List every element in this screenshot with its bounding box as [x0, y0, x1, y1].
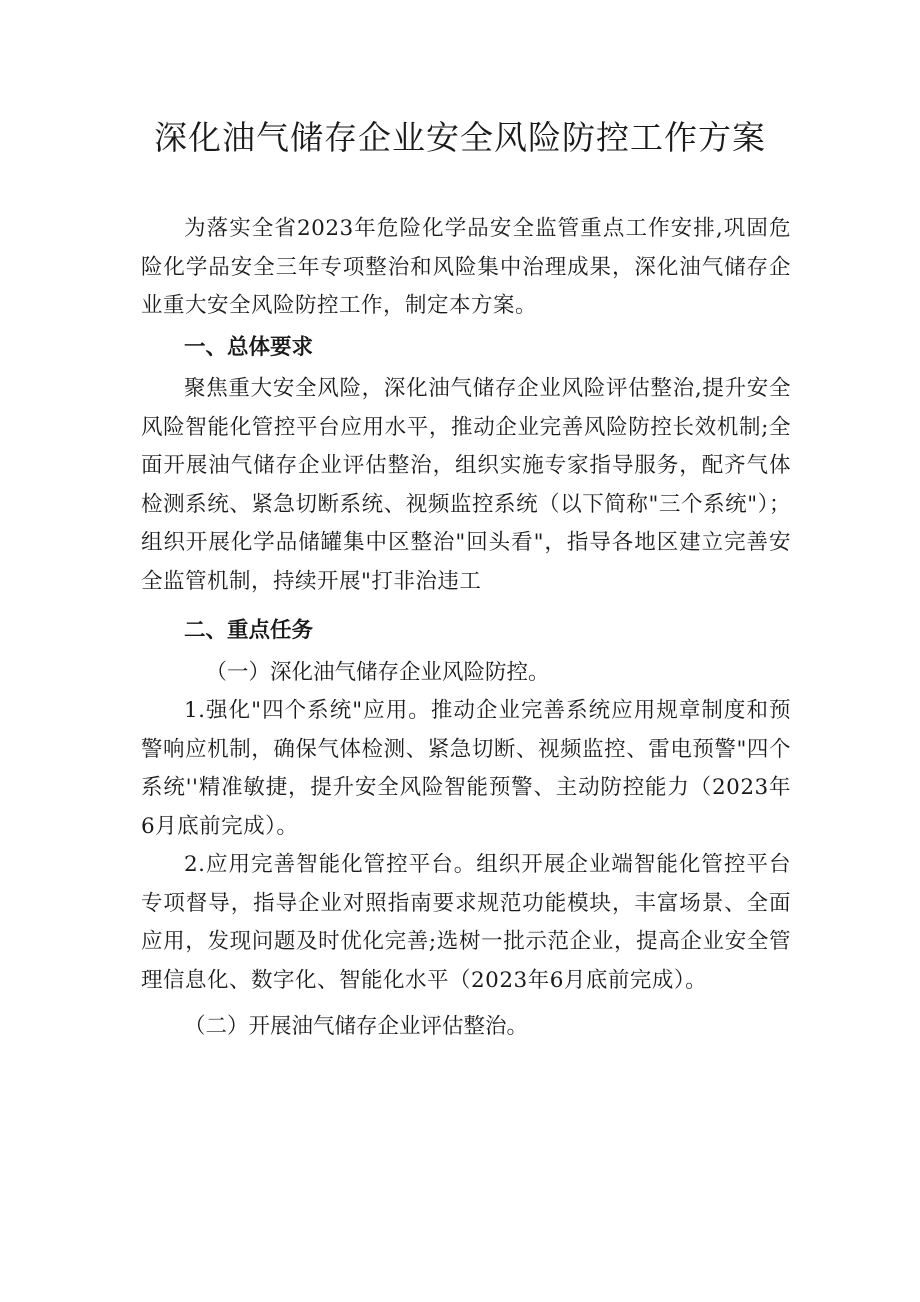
section-heading-key-tasks: 二、重点任务 — [184, 618, 314, 643]
intro-paragraph: 为落实全省2023年危险化学品安全监管重点工作安排,巩固危险化学品安全三年专项整治和风险集中治理成果，深化油气储存企业重大安全风险防控工作，制定本方案。 — [141, 216, 791, 318]
section-heading-general-requirements: 一、总体要求 — [184, 334, 314, 360]
subsection-heading-assessment: （二）开展油气储存企业评估整治。 — [184, 1014, 529, 1039]
document-title: 深化油气储存企业安全风险防控工作方案 — [154, 118, 766, 157]
task-item-four-systems: 1.强化"四个系统"应用。推动企业完善系统应用规章制度和预警响应机制，确保气体检测、紧急切断、视频监控、雷电预警"四个系统''精准敏捷，提升安全风险智能预警、主动防控能力（2023年6月底前完成）。 — [141, 698, 791, 839]
general-requirements-paragraph: 聚焦重大安全风险，深化油气储存企业风险评估整治,提升安全风险智能化管控平台应用水平，推动企业完善风险防控长效机制;全面开展油气储存企业评估整治，组织实施专家指导服务，配齐气体检测系统、紧急切断系统、视频监控系统（以下简称"三个系统"）；组织开展化学品储罐集中区整治"回头看"，指导各地区建立完善安全监管机制，持续开展"打非治违工 — [141, 376, 791, 594]
subsection-heading-risk-control: （一）深化油气储存企业风险防控。 — [205, 659, 550, 685]
task-item-smart-platform: 2.应用完善智能化管控平台。组织开展企业端智能化管控平台专项督导，指导企业对照指南要求规范功能模块，丰富场景、全面应用，发现问题及时优化完善;选树一批示范企业，提高企业安全管理信息化、数字化、智能化水平（2023年6月底前完成）。 — [141, 852, 791, 993]
document-body — [141, 210, 791, 1047]
